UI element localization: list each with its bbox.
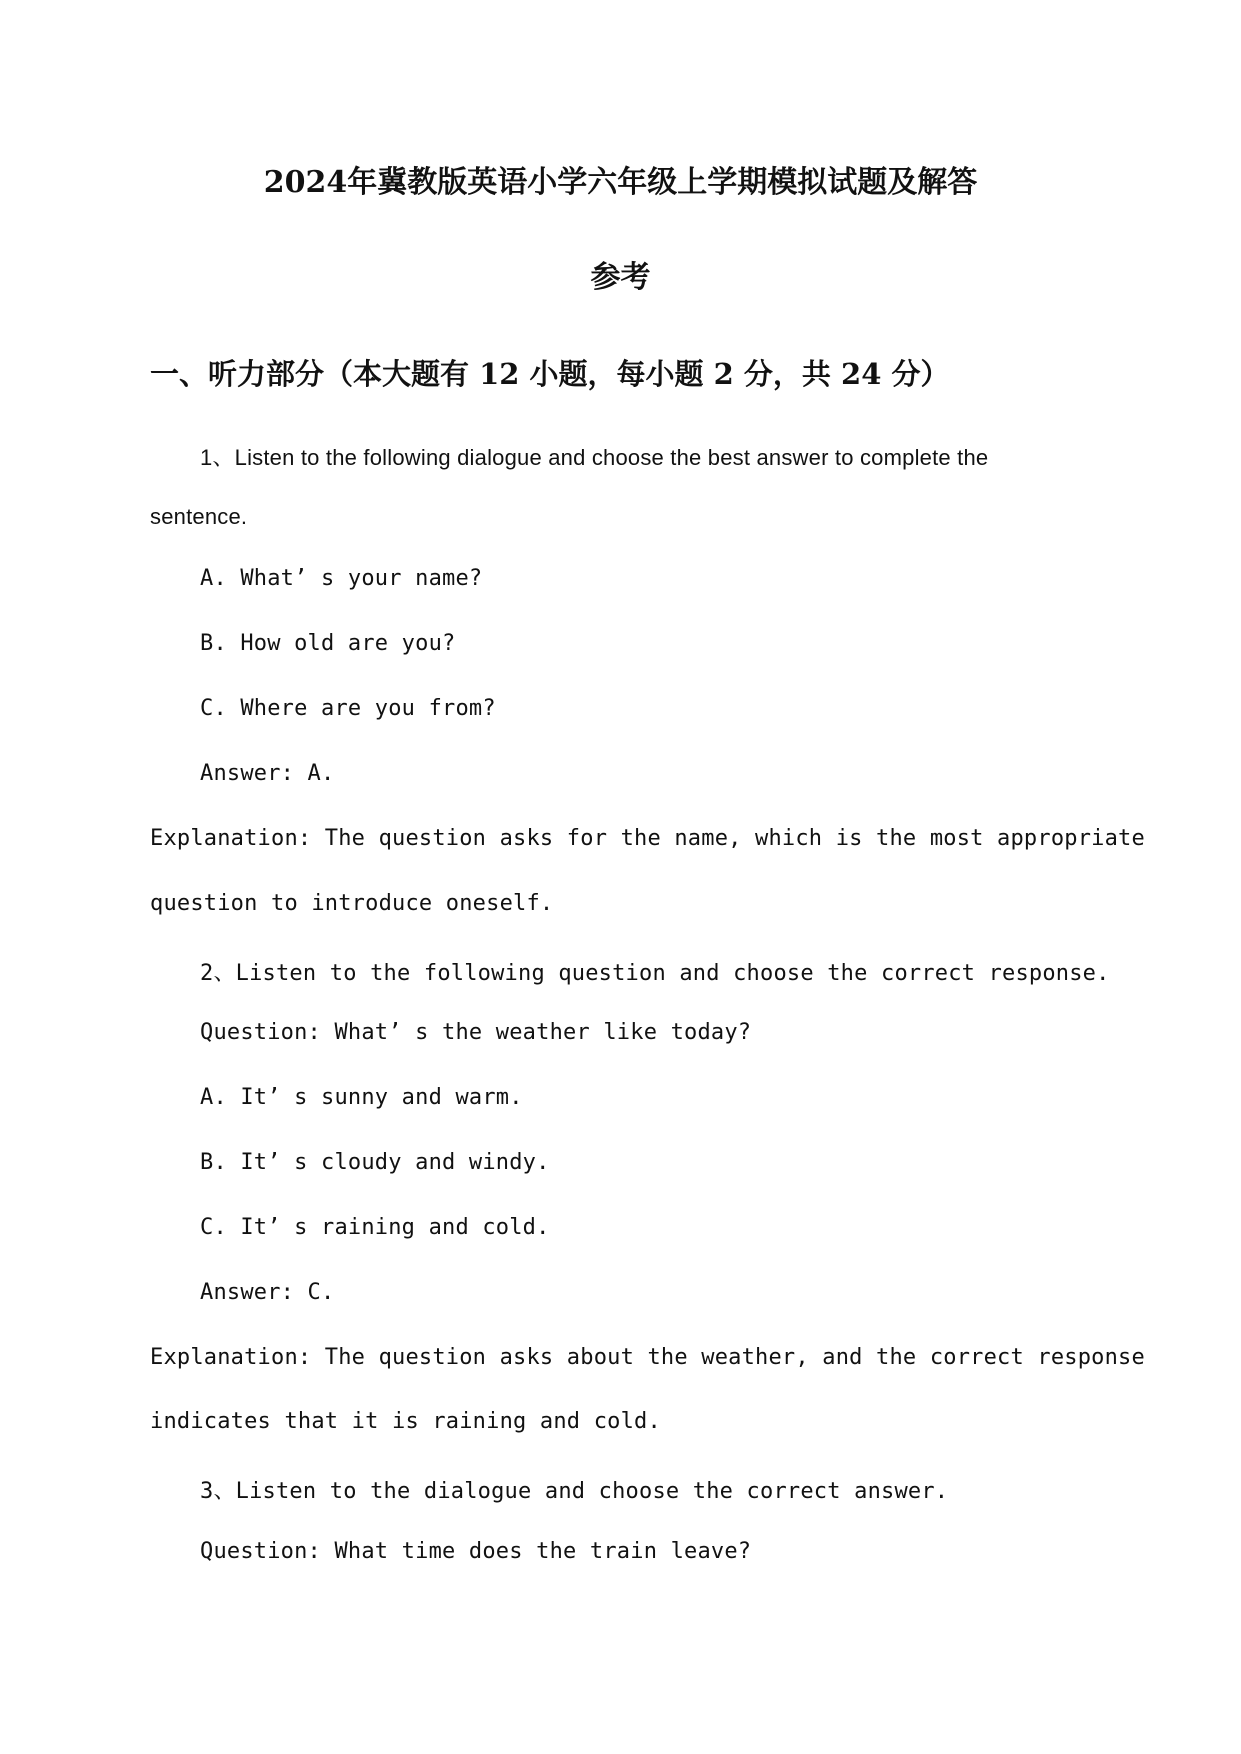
- q1-prompt-line-1: 1、Listen to the following dialogue and choose the best answer to complete the: [200, 445, 989, 470]
- document-title-line-1: 2024年冀教版英语小学六年级上学期模拟试题及解答: [263, 165, 978, 200]
- section-heading-listening: 一、听力部分（本大题有 12 小题，每小题 2 分，共 24 分）: [150, 357, 950, 391]
- q2-option-b: B. It’ s cloudy and windy.: [200, 1150, 550, 1175]
- q1-explanation-line-1: Explanation: The question asks for the name, which is the most appropriate: [150, 826, 1145, 851]
- q3-question: Question: What time does the train leave?: [200, 1539, 752, 1564]
- q1-explanation-line-2: question to introduce oneself.: [150, 891, 554, 916]
- q2-option-c: C. It’ s raining and cold.: [200, 1215, 550, 1240]
- q2-question: Question: What’ s the weather like today?: [200, 1020, 752, 1045]
- q2-explanation-line-1: Explanation: The question asks about the weather, and the correct response: [150, 1345, 1145, 1370]
- q1-answer: Answer: A.: [200, 761, 335, 786]
- q3-prompt: 3、Listen to the dialogue and choose the correct answer.: [200, 1479, 949, 1504]
- q2-prompt: 2、Listen to the following question and choose the correct response.: [200, 961, 1110, 986]
- q2-option-a: A. It’ s sunny and warm.: [200, 1085, 523, 1110]
- q1-prompt-line-2: sentence.: [150, 504, 248, 529]
- q2-explanation-line-2: indicates that it is raining and cold.: [150, 1409, 661, 1434]
- q1-option-a: A. What’ s your name?: [200, 566, 483, 591]
- q2-answer: Answer: C.: [200, 1280, 335, 1305]
- document-title-line-2: 参考: [590, 260, 651, 295]
- q1-option-c: C. Where are you from?: [200, 696, 496, 721]
- q1-option-b: B. How old are you?: [200, 631, 456, 656]
